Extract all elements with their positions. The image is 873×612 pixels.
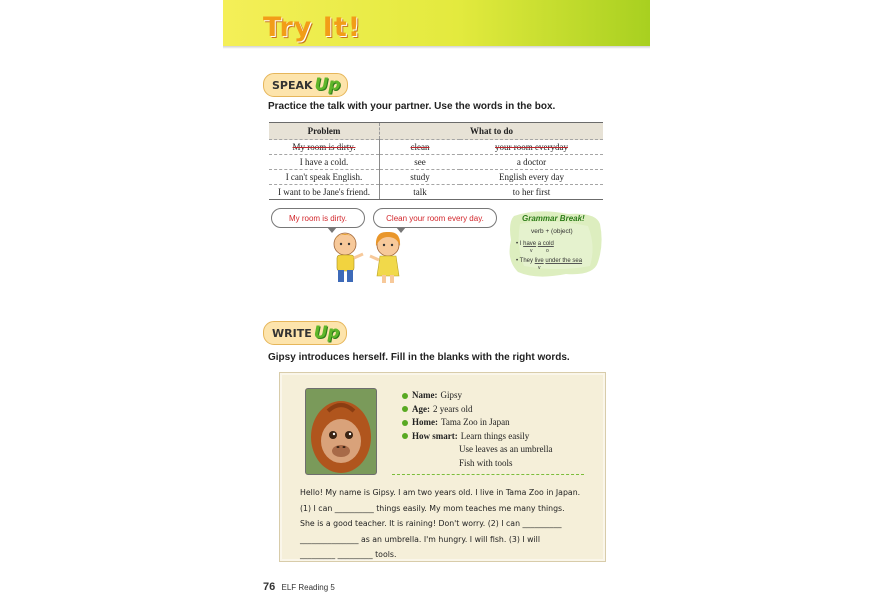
smart-label: How smart: bbox=[412, 430, 458, 441]
bullet-icon bbox=[402, 433, 408, 439]
write-badge-up: Up bbox=[313, 323, 340, 343]
name-value: Gipsy bbox=[440, 390, 463, 400]
table-header-problem: Problem bbox=[269, 123, 380, 140]
story-line: _______________ as an umbrella. I'm hungry. I will fish. (3) I will bbox=[300, 534, 540, 544]
ex1-o-marker: o bbox=[546, 248, 549, 254]
write-badge-text: WRITE bbox=[272, 326, 312, 340]
talk-table bbox=[269, 123, 603, 199]
home-value: Tama Zoo in Japan bbox=[441, 417, 510, 427]
story-text bbox=[300, 485, 590, 563]
orangutan-photo bbox=[305, 388, 377, 475]
age-value: 2 years old bbox=[433, 403, 473, 414]
story-line: (1) I can __________ things easily. My mom teaches me many things. bbox=[300, 503, 565, 513]
bullet-icon bbox=[402, 420, 408, 426]
grammar-formula: verb + (object) bbox=[531, 228, 573, 235]
problem-cell: My room is dirty. bbox=[269, 140, 380, 155]
smart-value-2: Use leaves as an umbrella bbox=[459, 444, 553, 454]
bubble-left-text: My room is dirty. bbox=[288, 213, 348, 223]
table-row bbox=[269, 155, 603, 170]
orangutan-image bbox=[306, 389, 376, 474]
object-cell: English every day bbox=[460, 170, 603, 185]
ex1-v-marker: v bbox=[530, 248, 533, 254]
profile-card bbox=[279, 372, 606, 562]
table-row bbox=[269, 185, 603, 200]
speech-bubble-left bbox=[271, 208, 365, 228]
ex2-prefix: • They bbox=[516, 258, 533, 264]
write-up-badge bbox=[263, 321, 347, 345]
header-banner bbox=[223, 0, 650, 46]
girl-figure bbox=[370, 232, 400, 283]
verb-cell: study bbox=[380, 170, 461, 185]
bubble-right-text: Clean your room every day. bbox=[386, 213, 484, 223]
smart-value-1: Learn things easily bbox=[460, 430, 530, 441]
ex2-rest: under the sea bbox=[545, 258, 583, 264]
kids-illustration bbox=[323, 228, 413, 286]
profile-age-row bbox=[402, 403, 552, 417]
story-line: Hello! My name is Gipsy. I am two years old. I live in Tama Zoo in Japan. bbox=[300, 488, 581, 497]
object-cell: to her first bbox=[460, 185, 603, 200]
speak-up-badge bbox=[263, 73, 348, 97]
header-shadow bbox=[223, 46, 650, 49]
ex1-prefix: • I bbox=[516, 241, 522, 247]
object-cell: your room everyday bbox=[460, 140, 603, 155]
age-label: Age: bbox=[412, 403, 430, 414]
ex2-v-marker: v bbox=[538, 265, 541, 271]
bullet-icon bbox=[402, 393, 408, 399]
verb-cell: see bbox=[380, 155, 461, 170]
boy-figure bbox=[334, 233, 363, 282]
speech-bubble-right bbox=[373, 208, 497, 228]
profile-smart-row bbox=[402, 430, 552, 444]
ex2-verb: live bbox=[534, 258, 544, 264]
book-title: ELF Reading 5 bbox=[281, 583, 335, 592]
profile-smart-row-2 bbox=[402, 443, 552, 457]
problem-cell: I want to be Jane's friend. bbox=[269, 185, 380, 200]
name-label: Name: bbox=[412, 390, 438, 400]
table-row bbox=[269, 140, 603, 155]
table-header-what-to-do: What to do bbox=[380, 123, 604, 140]
story-line: _________ _________ tools. bbox=[300, 550, 397, 559]
grammar-break-title: Grammar Break! bbox=[522, 214, 585, 223]
speak-instruction: Practice the talk with your partner. Use the words in the box. bbox=[268, 101, 556, 112]
problem-cell: I can't speak English. bbox=[269, 170, 380, 185]
home-label: Home: bbox=[412, 417, 438, 427]
speak-badge-text: SPEAK bbox=[272, 78, 313, 92]
write-instruction: Gipsy introduces herself. Fill in the blanks with the right words. bbox=[268, 352, 570, 363]
smart-value-3: Fish with tools bbox=[459, 457, 513, 468]
grammar-example-2 bbox=[516, 258, 582, 264]
ex1-object: a cold bbox=[537, 241, 554, 247]
grammar-example-1 bbox=[516, 241, 554, 247]
ex1-verb: have bbox=[523, 241, 537, 247]
dashed-divider bbox=[392, 474, 584, 475]
object-cell: a doctor bbox=[460, 155, 603, 170]
page-title: Try It! bbox=[263, 12, 362, 43]
profile-name-row bbox=[402, 389, 552, 403]
profile-home-row bbox=[402, 416, 552, 430]
verb-cell: clean bbox=[380, 140, 461, 155]
page-number: 76 bbox=[263, 581, 276, 593]
story-line: She is a good teacher. It is raining! Don't worry. (2) I can __________ bbox=[300, 519, 562, 528]
problem-cell: I have a cold. bbox=[269, 155, 380, 170]
profile-smart-row-3 bbox=[402, 457, 552, 471]
page-footer bbox=[263, 581, 335, 593]
bullet-icon bbox=[402, 406, 408, 412]
textbook-page bbox=[223, 0, 650, 612]
table-row bbox=[269, 170, 603, 185]
verb-cell: talk bbox=[380, 185, 461, 200]
speak-badge-up: Up bbox=[314, 75, 341, 95]
profile-info bbox=[402, 389, 552, 470]
grammar-break-box bbox=[508, 210, 603, 278]
